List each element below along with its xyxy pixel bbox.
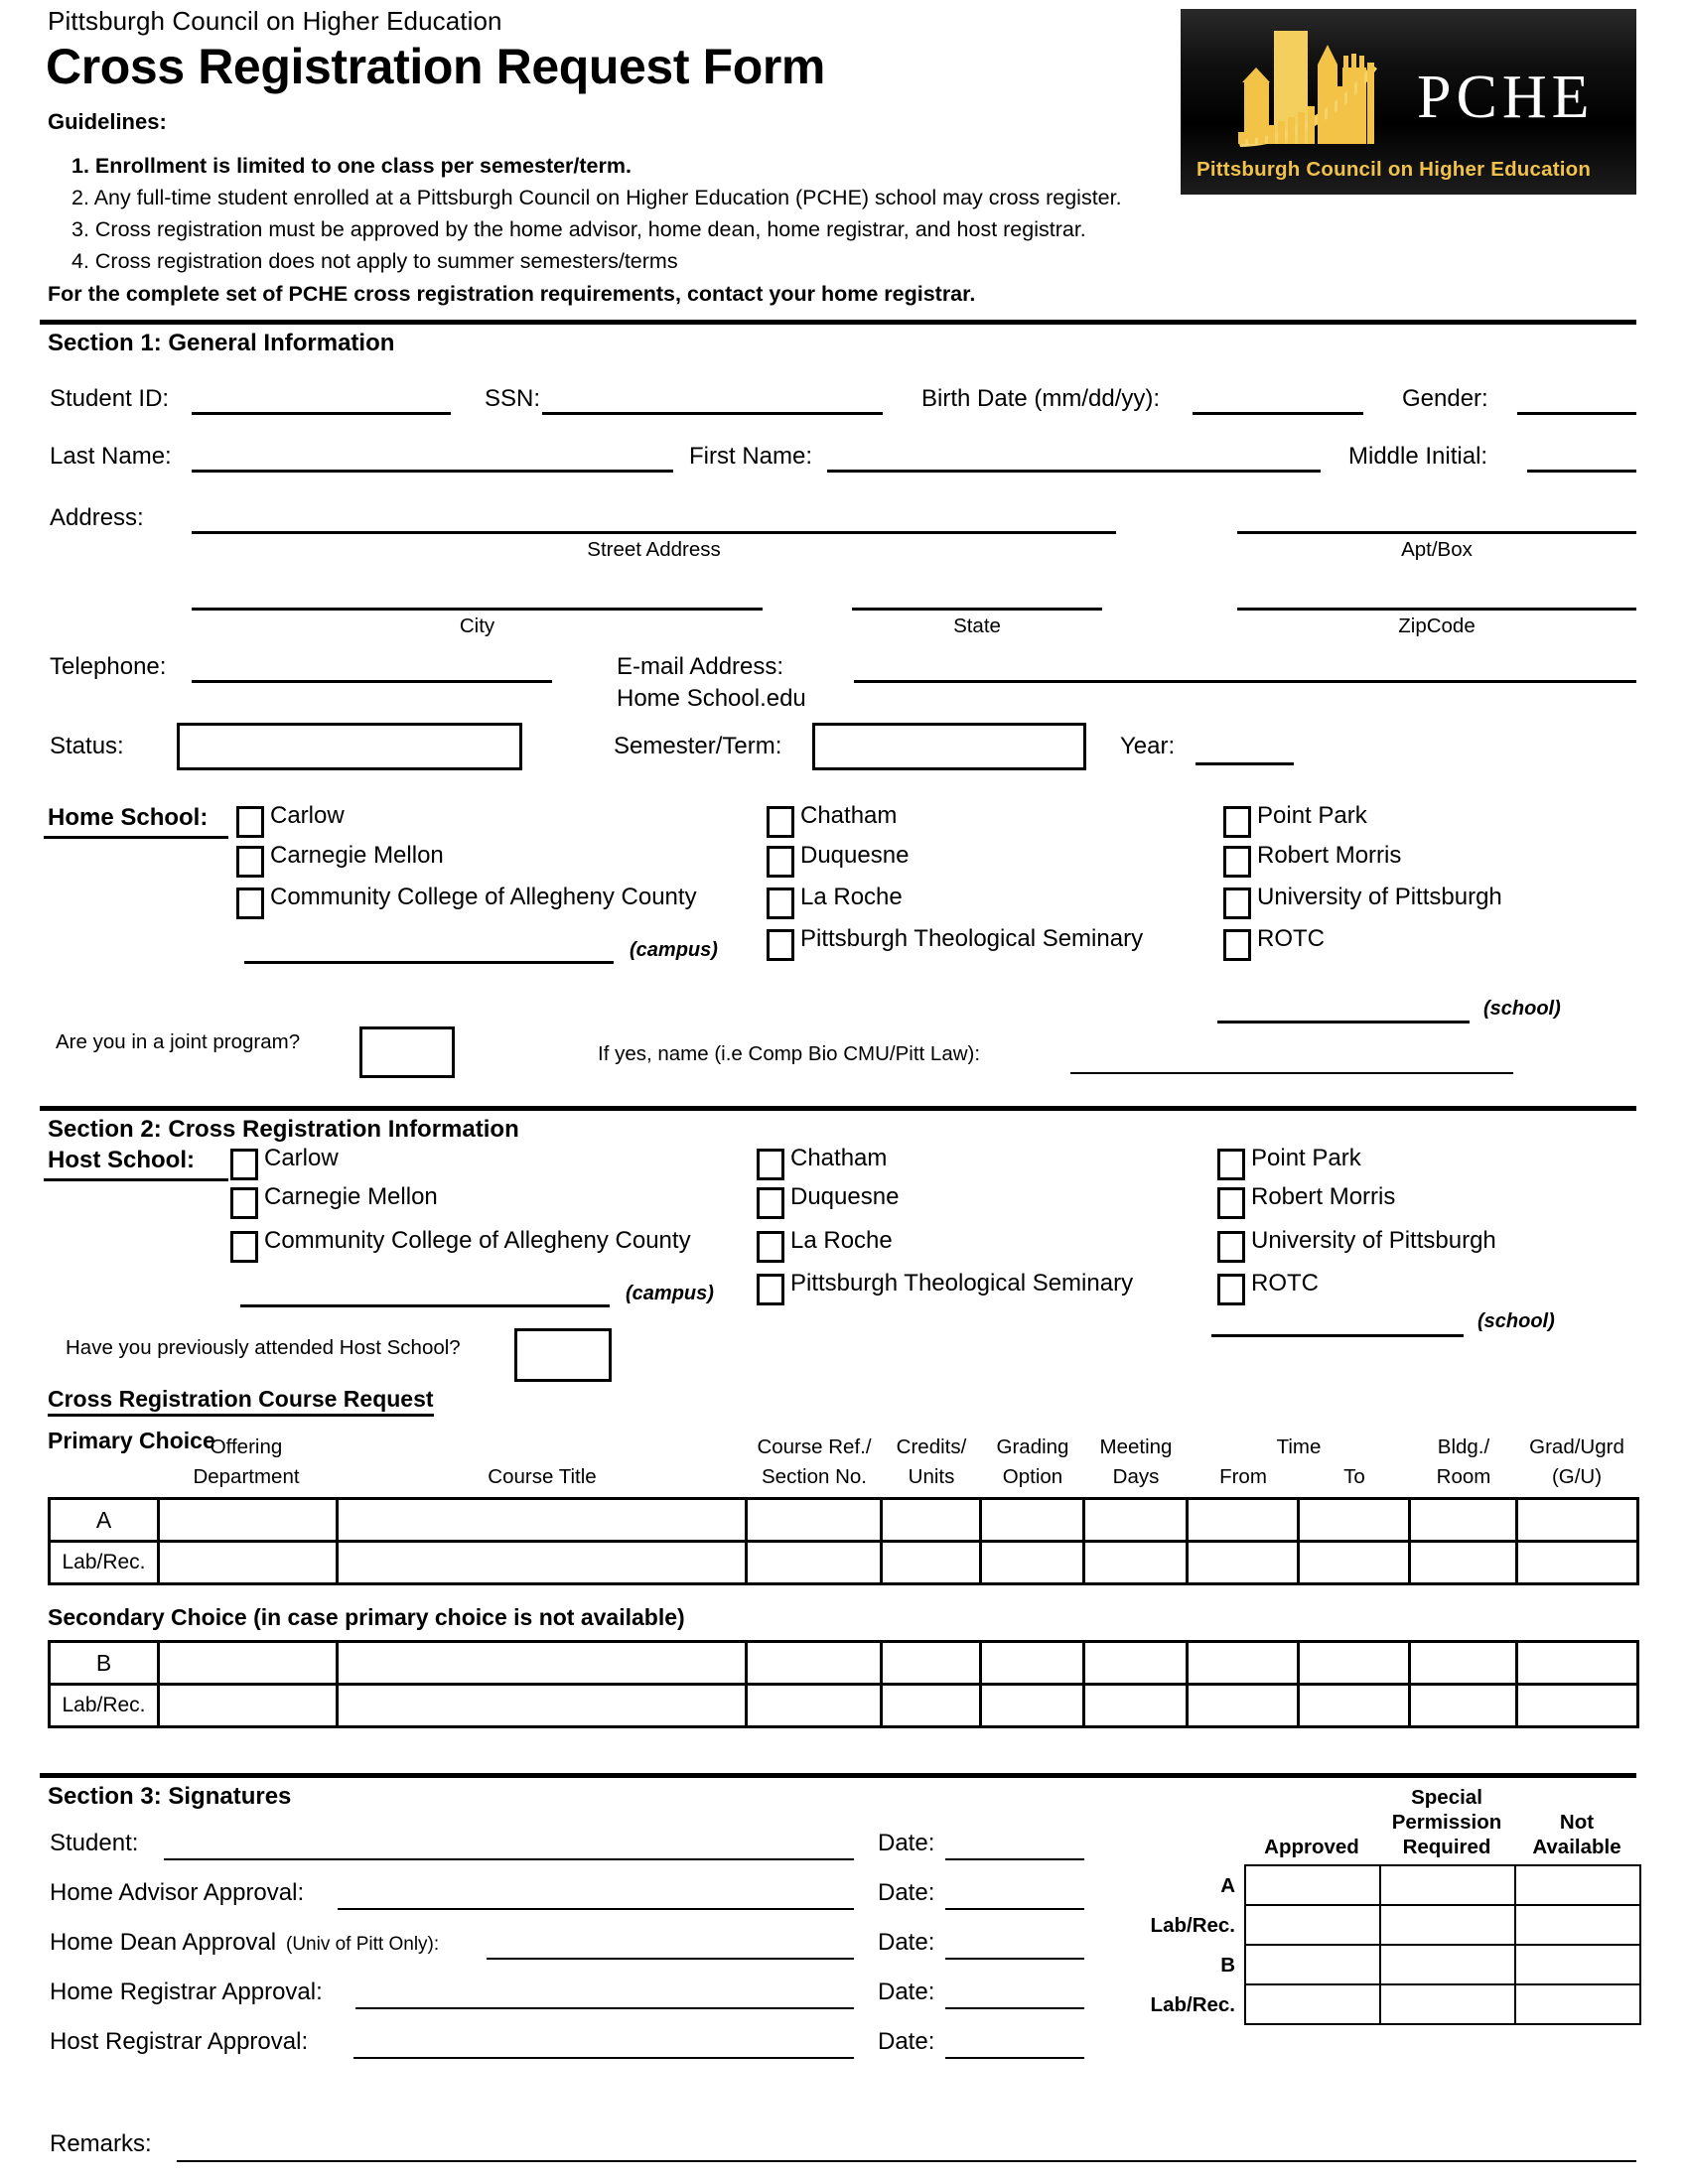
label-host-school-la-roche: La Roche: [790, 1227, 893, 1254]
checkbox-host-school-robert-morris[interactable]: [1217, 1187, 1245, 1219]
cell-time-to[interactable]: [1299, 1499, 1410, 1542]
col-header-bldg-line2: Room: [1436, 1465, 1491, 1488]
checkbox-home-school-pittsburgh-theological-seminary[interactable]: [767, 929, 794, 961]
page-title: Cross Registration Request Form: [46, 39, 825, 94]
cell-credits[interactable]: [882, 1499, 981, 1542]
approval-row-label-lab-rec-a: Lab/Rec.: [1150, 1914, 1235, 1937]
cell-course-ref[interactable]: [747, 1499, 882, 1542]
cell-grad-ugrd[interactable]: [1517, 1499, 1638, 1542]
label-year: Year:: [1120, 733, 1176, 759]
label-last-name: Last Name:: [50, 443, 172, 470]
status-field[interactable]: [177, 723, 522, 770]
guidelines-label: Guidelines:: [48, 109, 167, 134]
line-host-school-school[interactable]: [1211, 1334, 1464, 1337]
line-signature-home-dean[interactable]: [487, 1958, 854, 1960]
cell-meeting-days[interactable]: [1084, 1685, 1188, 1727]
approval-cell-b-special-permission[interactable]: [1380, 1945, 1515, 1984]
cell-bldg-room[interactable]: [1410, 1542, 1517, 1584]
line-joint-program-name[interactable]: [1070, 1072, 1513, 1074]
checkbox-host-school-carnegie-mellon[interactable]: [230, 1187, 258, 1219]
checkbox-host-school-duquesne[interactable]: [757, 1187, 784, 1219]
cell-time-from[interactable]: [1188, 1685, 1299, 1727]
label-birth-date: Birth Date (mm/dd/yy):: [921, 385, 1161, 412]
label-previously-attended: Have you previously attended Host School?: [66, 1336, 461, 1359]
table-row: [50, 1685, 1638, 1727]
checkbox-home-school-la-roche[interactable]: [767, 887, 794, 919]
label-signature-home-dean-note: (Univ of Pitt Only):: [286, 1934, 440, 1955]
label-student-id: Student ID:: [50, 385, 170, 412]
section3-heading: Section 3: Signatures: [48, 1783, 292, 1810]
line-first-name[interactable]: [827, 470, 1321, 473]
label-home-school-robert-morris: Robert Morris: [1257, 842, 1402, 869]
checkbox-home-school-ccac[interactable]: [236, 887, 264, 919]
col-header-credits-line2: Units: [908, 1465, 955, 1488]
guideline-item-1: 1. Enrollment is limited to one class per semester/term.: [71, 154, 632, 178]
col-header-offering-department-line2: Department: [193, 1465, 300, 1488]
approval-col-header-approved: Approved: [1264, 1836, 1359, 1858]
cell-grading-option[interactable]: [981, 1685, 1084, 1727]
approval-row-label-a: A: [1220, 1874, 1235, 1897]
col-header-offering-department-line1: Offering: [210, 1435, 283, 1458]
table-row: [1245, 1945, 1640, 1984]
col-header-time-group: Time: [1276, 1435, 1322, 1458]
approval-cell-lab-rec-a-approved[interactable]: [1245, 1905, 1380, 1945]
cell-course-title[interactable]: [338, 1642, 747, 1685]
cell-course-ref[interactable]: [747, 1542, 882, 1584]
previously-attended-field[interactable]: [514, 1328, 612, 1382]
approval-col-header-permission: Permission: [1391, 1811, 1502, 1834]
approval-grid-table: [1244, 1864, 1641, 2025]
col-header-grad-ugrd-line2: (G/U): [1551, 1465, 1603, 1488]
cell-grading-option[interactable]: [981, 1499, 1084, 1542]
line-signature-host-registrar[interactable]: [353, 2057, 854, 2059]
label-host-school-point-park: Point Park: [1251, 1145, 1361, 1171]
label-home-school-duquesne: Duquesne: [800, 842, 910, 869]
col-header-time-to: To: [1343, 1465, 1365, 1488]
cell-meeting-days[interactable]: [1084, 1642, 1188, 1685]
caption-street-address: Street Address: [587, 538, 721, 561]
line-host-school-label: [44, 1178, 228, 1181]
approval-col-header-special: Special: [1411, 1786, 1482, 1809]
label-home-school-la-roche: La Roche: [800, 884, 903, 910]
cell-offering-department[interactable]: [159, 1642, 338, 1685]
course-request-heading: Cross Registration Course Request: [48, 1386, 434, 1417]
cell-course-title[interactable]: [338, 1499, 747, 1542]
cell-time-to[interactable]: [1299, 1642, 1410, 1685]
cell-bldg-room[interactable]: [1410, 1499, 1517, 1542]
label-telephone: Telephone:: [50, 653, 167, 680]
line-birth-date[interactable]: [1193, 412, 1363, 415]
primary-row-label-lab-rec: Lab/Rec.: [50, 1542, 159, 1584]
label-home-school: Home School:: [48, 804, 209, 831]
cell-offering-department[interactable]: [159, 1499, 338, 1542]
label-host-school-university-of-pittsburgh: University of Pittsburgh: [1251, 1227, 1496, 1254]
label-home-school-point-park: Point Park: [1257, 802, 1367, 829]
guideline-item-4: 4. Cross registration does not apply to summer semesters/terms: [71, 249, 678, 273]
primary-choice-table: [48, 1497, 1639, 1585]
label-email: E-mail Address:: [617, 653, 784, 680]
col-header-credits-line1: Credits/: [896, 1435, 967, 1458]
cell-time-from[interactable]: [1188, 1542, 1299, 1584]
pche-logo: [1181, 9, 1636, 195]
skyline-icon: [1232, 21, 1411, 170]
line-year[interactable]: [1196, 762, 1294, 765]
label-host-school-carnegie-mellon: Carnegie Mellon: [264, 1183, 438, 1210]
approval-row-label-b: B: [1220, 1954, 1235, 1977]
label-ssn: SSN:: [485, 385, 541, 412]
line-last-name[interactable]: [192, 470, 673, 473]
table-row: [50, 1542, 1638, 1584]
approval-col-header-required: Required: [1402, 1836, 1491, 1858]
line-apt-box[interactable]: [1237, 531, 1636, 534]
secondary-choice-label: Secondary Choice (in case primary choice is not available): [48, 1604, 685, 1630]
checkbox-host-school-university-of-pittsburgh[interactable]: [1217, 1231, 1245, 1263]
secondary-row-label-b: B: [50, 1642, 159, 1685]
label-date-host-registrar: Date:: [878, 2028, 935, 2055]
checkbox-host-school-la-roche[interactable]: [757, 1231, 784, 1263]
label-joint-program: Are you in a joint program?: [56, 1030, 301, 1053]
approval-cell-a-special-permission[interactable]: [1380, 1865, 1515, 1905]
line-home-school-school[interactable]: [1217, 1021, 1470, 1024]
label-home-school-university-of-pittsburgh: University of Pittsburgh: [1257, 884, 1502, 910]
approval-cell-lab-rec-b-approved[interactable]: [1245, 1984, 1380, 2024]
cell-grad-ugrd[interactable]: [1517, 1542, 1638, 1584]
cell-course-title[interactable]: [338, 1542, 747, 1584]
logo-acronym: PCHE: [1417, 64, 1595, 131]
cell-time-from[interactable]: [1188, 1642, 1299, 1685]
checkbox-host-school-carlow[interactable]: [230, 1149, 258, 1180]
line-student-id[interactable]: [192, 412, 451, 415]
cell-meeting-days[interactable]: [1084, 1499, 1188, 1542]
cell-grading-option[interactable]: [981, 1542, 1084, 1584]
label-host-school: Host School:: [48, 1147, 195, 1173]
col-header-course-ref-line2: Section No.: [762, 1465, 867, 1488]
table-row: [1245, 1984, 1640, 2024]
label-home-school-carlow: Carlow: [270, 802, 345, 829]
caption-state: State: [953, 614, 1001, 637]
checkbox-host-school-pittsburgh-theological-seminary[interactable]: [757, 1274, 784, 1305]
checkbox-home-school-rotc[interactable]: [1223, 929, 1251, 961]
approval-cell-lab-rec-a-not-available[interactable]: [1515, 1905, 1640, 1945]
approval-cell-a-approved[interactable]: [1245, 1865, 1380, 1905]
line-home-school-campus[interactable]: [244, 961, 614, 964]
label-host-school-rotc: ROTC: [1251, 1270, 1319, 1297]
cell-course-ref[interactable]: [747, 1685, 882, 1727]
caption-apt-box: Apt/Box: [1401, 538, 1473, 561]
label-remarks: Remarks:: [50, 2130, 152, 2157]
line-signature-student[interactable]: [164, 1858, 854, 1860]
line-host-school-campus[interactable]: [240, 1304, 610, 1307]
line-zipcode[interactable]: [1237, 608, 1636, 611]
checkbox-home-school-university-of-pittsburgh[interactable]: [1223, 887, 1251, 919]
line-email[interactable]: [854, 680, 1636, 683]
line-date-home-advisor[interactable]: [945, 1908, 1084, 1910]
label-middle-initial: Middle Initial:: [1348, 443, 1488, 470]
label-host-school-chatham: Chatham: [790, 1145, 888, 1171]
approval-cell-b-approved[interactable]: [1245, 1945, 1380, 1984]
cell-time-to[interactable]: [1299, 1542, 1410, 1584]
caption-host-school-school: (school): [1477, 1310, 1555, 1332]
label-signature-student: Student:: [50, 1830, 139, 1856]
label-home-school-rotc: ROTC: [1257, 925, 1325, 952]
line-remarks[interactable]: [177, 2160, 1636, 2162]
guideline-item-3: 3. Cross registration must be approved by the home advisor, home dean, home registrar, and host registrar.: [71, 217, 1086, 241]
checkbox-host-school-rotc[interactable]: [1217, 1274, 1245, 1305]
label-host-school-duquesne: Duquesne: [790, 1183, 900, 1210]
label-first-name: First Name:: [689, 443, 813, 470]
caption-home-school-campus: (campus): [630, 939, 718, 961]
cell-course-title[interactable]: [338, 1685, 747, 1727]
label-joint-program-name: If yes, name (i.e Comp Bio CMU/Pitt Law):: [598, 1042, 981, 1065]
caption-city: City: [459, 614, 495, 637]
approval-cell-b-not-available[interactable]: [1515, 1945, 1640, 1984]
joint-program-field[interactable]: [359, 1026, 455, 1078]
line-middle-initial[interactable]: [1527, 470, 1636, 473]
line-date-home-dean[interactable]: [945, 1958, 1084, 1960]
col-header-course-title: Course Title: [488, 1465, 597, 1488]
approval-cell-a-not-available[interactable]: [1515, 1865, 1640, 1905]
line-date-home-registrar[interactable]: [945, 2007, 1084, 2009]
cell-offering-department[interactable]: [159, 1685, 338, 1727]
table-row: [50, 1499, 1638, 1542]
cell-course-ref[interactable]: [747, 1642, 882, 1685]
cell-meeting-days[interactable]: [1084, 1542, 1188, 1584]
line-date-host-registrar[interactable]: [945, 2057, 1084, 2059]
cell-credits[interactable]: [882, 1685, 981, 1727]
section2-heading: Section 2: Cross Registration Information: [48, 1116, 519, 1143]
cell-credits[interactable]: [882, 1542, 981, 1584]
line-signature-home-advisor[interactable]: [338, 1908, 854, 1910]
cell-bldg-room[interactable]: [1410, 1685, 1517, 1727]
organization-name: Pittsburgh Council on Higher Education: [48, 6, 502, 36]
caption-home-school-school: (school): [1483, 998, 1561, 1020]
label-date-home-dean: Date:: [878, 1929, 935, 1956]
primary-choice-label: Primary Choice: [48, 1428, 215, 1453]
approval-col-header-available: Available: [1532, 1836, 1621, 1858]
label-date-student: Date:: [878, 1830, 935, 1856]
line-home-school-label: [44, 836, 228, 839]
approval-col-header-not: Not: [1559, 1811, 1595, 1834]
checkbox-host-school-point-park[interactable]: [1217, 1149, 1245, 1180]
col-header-grading-line1: Grading: [996, 1435, 1069, 1458]
guideline-item-2: 2. Any full-time student enrolled at a Pittsburgh Council on Higher Education (PCHE) school may cross register.: [71, 186, 1122, 209]
checkbox-home-school-carnegie-mellon[interactable]: [236, 846, 264, 878]
section-divider-2: [40, 1106, 1636, 1111]
cell-offering-department[interactable]: [159, 1542, 338, 1584]
approval-cell-lab-rec-a-special-permission[interactable]: [1380, 1905, 1515, 1945]
line-city[interactable]: [192, 608, 763, 611]
label-signature-home-advisor: Home Advisor Approval:: [50, 1879, 305, 1906]
caption-zipcode: ZipCode: [1398, 614, 1476, 637]
line-date-student[interactable]: [945, 1858, 1084, 1860]
cell-grad-ugrd[interactable]: [1517, 1642, 1638, 1685]
label-signature-host-registrar: Host Registrar Approval:: [50, 2028, 309, 2055]
line-street-address[interactable]: [192, 531, 1116, 534]
col-header-bldg-line1: Bldg./: [1437, 1435, 1490, 1458]
logo-tagline: Pittsburgh Council on Higher Education: [1196, 158, 1592, 181]
approval-cell-lab-rec-b-not-available[interactable]: [1515, 1984, 1640, 2024]
cell-bldg-room[interactable]: [1410, 1642, 1517, 1685]
cell-time-to[interactable]: [1299, 1685, 1410, 1727]
label-host-school-robert-morris: Robert Morris: [1251, 1183, 1396, 1210]
col-header-meeting-line2: Days: [1112, 1465, 1160, 1488]
table-row: [1245, 1865, 1640, 1905]
checkbox-home-school-point-park[interactable]: [1223, 806, 1251, 838]
secondary-row-label-lab-rec: Lab/Rec.: [50, 1685, 159, 1727]
checkbox-home-school-chatham[interactable]: [767, 806, 794, 838]
label-home-school-ccac: Community College of Allegheny County: [270, 884, 697, 910]
label-date-home-advisor: Date:: [878, 1879, 935, 1906]
label-home-school-chatham: Chatham: [800, 802, 898, 829]
checkbox-home-school-robert-morris[interactable]: [1223, 846, 1251, 878]
line-gender[interactable]: [1517, 412, 1636, 415]
line-state[interactable]: [852, 608, 1102, 611]
label-home-school-pittsburgh-theological-seminary: Pittsburgh Theological Seminary: [800, 925, 1144, 952]
col-header-meeting-line1: Meeting: [1099, 1435, 1173, 1458]
cell-grad-ugrd[interactable]: [1517, 1685, 1638, 1727]
label-signature-home-registrar: Home Registrar Approval:: [50, 1979, 323, 2005]
label-date-home-registrar: Date:: [878, 1979, 935, 2005]
label-status: Status:: [50, 733, 124, 759]
label-signature-home-dean: Home Dean Approval: [50, 1929, 277, 1956]
approval-row-label-lab-rec-b: Lab/Rec.: [1150, 1993, 1235, 2016]
label-host-school-pittsburgh-theological-seminary: Pittsburgh Theological Seminary: [790, 1270, 1134, 1297]
section-divider-3: [40, 1773, 1636, 1778]
checkbox-host-school-chatham[interactable]: [757, 1149, 784, 1180]
checkbox-host-school-ccac[interactable]: [230, 1231, 258, 1263]
section1-heading: Section 1: General Information: [48, 330, 395, 356]
cell-time-from[interactable]: [1188, 1499, 1299, 1542]
cell-credits[interactable]: [882, 1642, 981, 1685]
table-row: [50, 1642, 1638, 1685]
label-semester-term: Semester/Term:: [614, 733, 782, 759]
checkbox-home-school-duquesne[interactable]: [767, 846, 794, 878]
caption-host-school-campus: (campus): [626, 1283, 714, 1304]
semester-term-field[interactable]: [812, 723, 1086, 770]
secondary-choice-table: [48, 1640, 1639, 1728]
line-signature-home-registrar[interactable]: [355, 2007, 854, 2009]
table-row: [1245, 1905, 1640, 1945]
label-host-school-ccac: Community College of Allegheny County: [264, 1227, 691, 1254]
col-header-course-ref-line1: Course Ref./: [757, 1435, 872, 1458]
line-ssn[interactable]: [542, 412, 883, 415]
guidelines-footnote: For the complete set of PCHE cross registration requirements, contact your home registrar.: [48, 282, 976, 306]
primary-row-label-a: A: [50, 1499, 159, 1542]
approval-cell-lab-rec-b-special-permission[interactable]: [1380, 1984, 1515, 2024]
cell-grading-option[interactable]: [981, 1642, 1084, 1685]
section-divider-1: [40, 320, 1636, 325]
col-header-grad-ugrd-line1: Grad/Ugrd: [1529, 1435, 1624, 1458]
label-address: Address:: [50, 504, 144, 531]
col-header-time-from: From: [1219, 1465, 1267, 1488]
label-gender: Gender:: [1402, 385, 1488, 412]
label-home-school-carnegie-mellon: Carnegie Mellon: [270, 842, 444, 869]
checkbox-home-school-carlow[interactable]: [236, 806, 264, 838]
col-header-grading-line2: Option: [1002, 1465, 1063, 1488]
label-host-school-carlow: Carlow: [264, 1145, 339, 1171]
line-telephone[interactable]: [192, 680, 552, 683]
label-email-domain: Home School.edu: [617, 685, 806, 712]
